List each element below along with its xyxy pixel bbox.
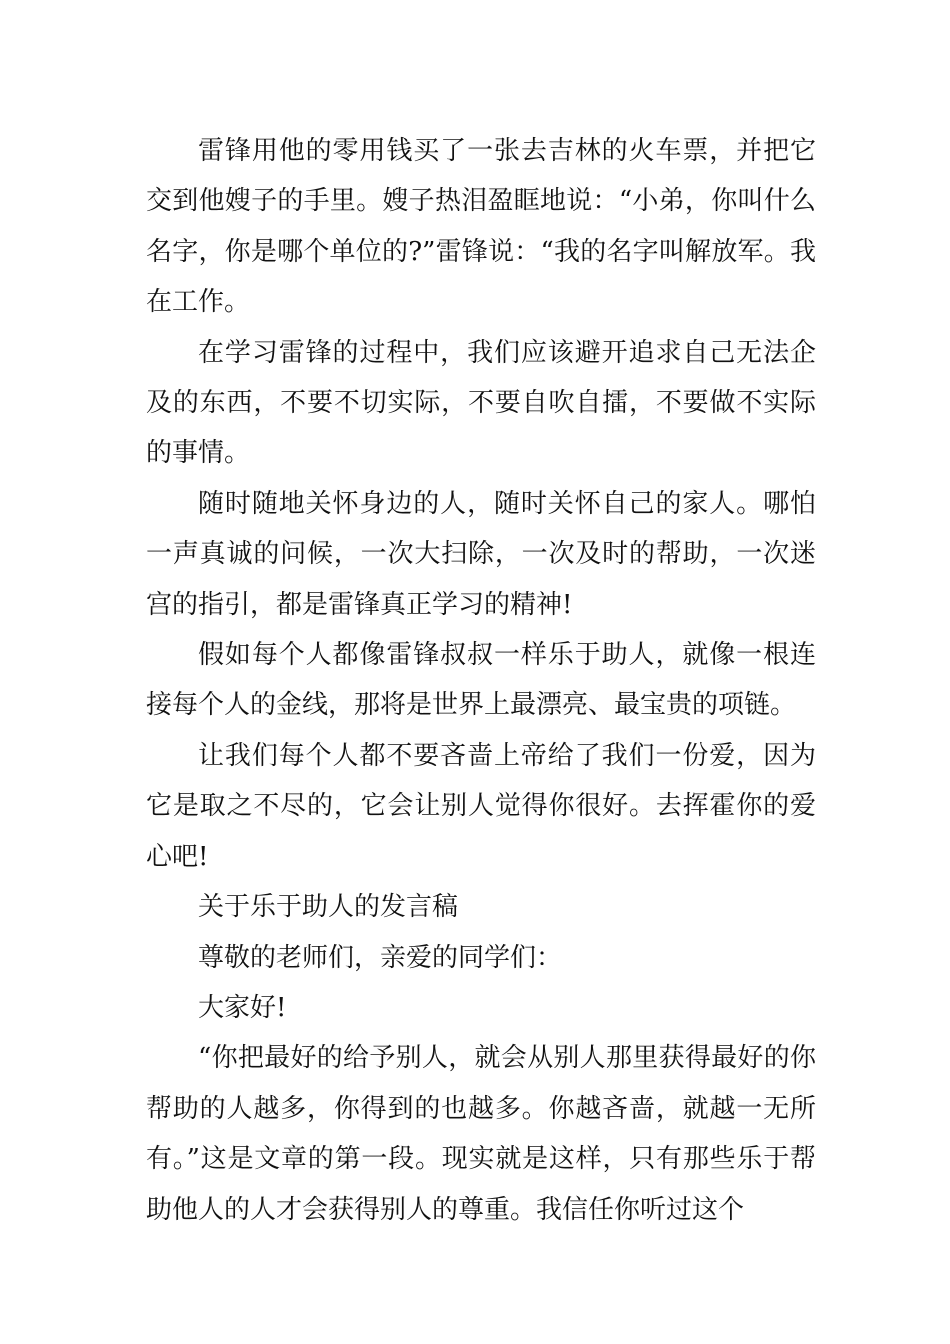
document-body [146, 126, 816, 1235]
paragraph-care-for-others: 随时随地关怀身边的人，随时关怀自己的家人。哪怕一声真诚的问候，一次大扫除，一次及时的帮助，一次迷宫的指引，都是雷锋真正学习的精神! [146, 488, 816, 620]
paragraph-share-love: 让我们每个人都不要吝啬上帝给了我们一份爱，因为它是取之不尽的，它会让别人觉得你很好。去挥霍你的爱心吧! [146, 740, 816, 872]
greeting: 大家好! [198, 992, 287, 1023]
paragraph-lei-feng-ticket: 雷锋用他的零用钱买了一张去吉林的火车票，并把它交到他嫂子的手里。嫂子热泪盈眶地说：“小弟，你叫什么名字，你是哪个单位的?”雷锋说：“我的名字叫解放军。我在工作。 [146, 136, 816, 318]
paragraph-golden-thread: 假如每个人都像雷锋叔叔一样乐于助人，就像一根连接每个人的金线，那将是世界上最漂亮、最宝贵的项链。 [146, 640, 816, 721]
section-title: 关于乐于助人的发言稿 [198, 892, 459, 923]
paragraph-learning-lei-feng: 在学习雷锋的过程中，我们应该避开追求自己无法企及的东西，不要不切实际，不要自吹自擂，不要做不实际的事情。 [146, 337, 816, 469]
salutation: 尊敬的老师们，亲爱的同学们： [198, 942, 563, 973]
paragraph-give-the-best: “你把最好的给予别人，就会从别人那里获得最好的你帮助的人越多，你得到的也越多。你越吝啬，就越一无所有。”这是文章的第一段。现实就是这样，只有那些乐于帮助他人的人才会获得别人的尊重。我信任你听过这个 [146, 1043, 816, 1225]
